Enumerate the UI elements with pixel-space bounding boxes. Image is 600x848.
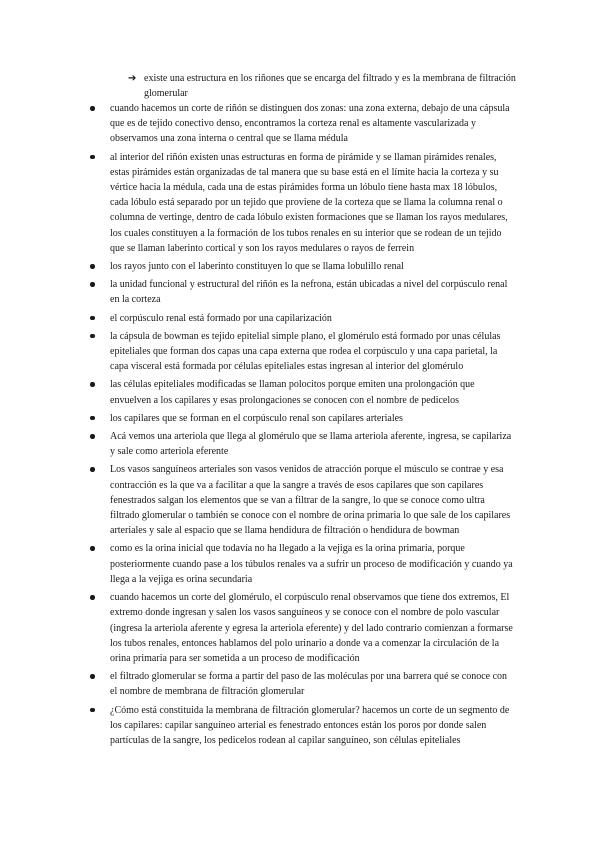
bullet-text: cuando hacemos un corte de riñón se distinguen dos zonas: una zona externa, debajo de una cápsula que es de tejido conectivo denso, encontramos la corteza renal es altamente vascularizada y observamos una zona interna o central que se llama médula [110, 103, 510, 145]
bullet-icon [90, 467, 95, 472]
bullet-text: los capilares que se forman en el corpúsculo renal son capilares arteriales [110, 412, 403, 424]
bullet-icon [90, 106, 95, 111]
sub-list-item [128, 71, 528, 101]
bullet-icon [90, 595, 95, 600]
bullet-list-item [88, 101, 513, 147]
bullet-text: como es la orina inicial que todavía no ha llegado a la vejiga es la orina primaria, porque posteriormente cuando pase a los túbulos renales va a sufrir un proceso de modificación y cuando ya llega a la vejiga es orina secundaria [110, 543, 513, 585]
bullet-icon [90, 674, 95, 679]
bullet-list-item [88, 590, 513, 666]
bullet-text: Los vasos sanguíneos arteriales son vasos venidos de atracción porque el músculo se contrae y esa contracción es la que va a facilitar a que la sangre a través de esos capilares que son capilares fenestrados salgan los elementos que se van a filtrar de la sangre, lo que se conoce como ultra filtrado glomerular o también se conoce con el nombre de orina primaria lo que sale de los capilares arteriales y sale al espacio que se llama hendidura de filtración o hendidura de bowman [110, 464, 511, 537]
bullet-list-item [88, 411, 513, 426]
bullet-list-item [88, 669, 513, 699]
bullet-list-item [88, 277, 513, 307]
bullet-list-item [88, 429, 513, 459]
bullet-text: las células epiteliales modificadas se llaman polocitos porque emiten una prolongación que envuelven a los capilares y esas prolongaciones se conocen con el nombre de pedicelos [110, 379, 475, 406]
bullet-list [88, 101, 513, 751]
bullet-text: los rayos junto con el laberinto constituyen lo que se llama lobulillo renal [110, 261, 404, 273]
bullet-text: el corpúsculo renal está formado por una capilarización [110, 312, 332, 324]
bullet-text: cuando hacemos un corte del glomérulo, el corpúsculo renal observamos que tiene dos extremos, El extremo donde ingresan y salen los vasos sanguíneos y se conoce con el nombre de polo vascular (ingresa la arteriola aferente y egresa la arteriola eferente) y del lado contrario comienzan a formarse los tubos renales, entonces hablamos del polo urinario a donde va a comenzar la circulación de la orina primaria para ser sometida a un proceso de modificación [110, 592, 513, 664]
bullet-list-item [88, 311, 513, 326]
bullet-icon [90, 708, 95, 713]
bullet-icon [90, 546, 95, 551]
bullet-text: al interior del riñón existen unas estructuras en forma de pirámide y se llaman pirámides renales, estas pirámides están organizadas de tal manera que su base está en el límite hacia la corteza y su vértice hacia la médula, cada una de estas pirámides forma un lóbulo tiene hasta max 18 lóbulos, cada lóbulo está separado por un tejido que proviene de la corteza que se llama la columna renal o columna de vertinge, dentro de cada lóbulo existen formaciones que se llaman los rayos medulares, los cuales constituyen a la formación de los tubos renales en su interior que se rodean de un tejido que se llaman laberinto cortical y son los rayos medulares o rayos de ferrein [110, 151, 508, 254]
bullet-icon [90, 416, 95, 421]
bullet-icon [90, 434, 95, 439]
bullet-text: Acá vemos una arteriola que llega al glomérulo que se llama arteriola aferente, ingresa, se capilariza y sale como arteriola eferente [110, 431, 512, 458]
bullet-list-item [88, 541, 513, 587]
arrow-right-icon: ➔ [128, 73, 137, 84]
bullet-list-item [88, 259, 513, 274]
sub-list-item-text: existe una estructura en los riñones que se encarga del filtrado y es la membrana de filtración glomerular [144, 73, 516, 99]
bullet-text: la cápsula de bowman es tejido epitelial simple plano, el glomérulo está formado por unas células epiteliales que forman dos capas una capa externa que rodea el corpúsculo y una capa parietal, la capa visceral está formada por células epiteliales estas ingresan al interior del glomérulo [110, 330, 501, 373]
bullet-list-item [88, 462, 513, 538]
bullet-icon [90, 155, 95, 160]
bullet-text: la unidad funcional y estructural del riñón es la nefrona, están ubicadas a nivel del corpúsculo renal en la corteza [110, 279, 508, 306]
bullet-icon [90, 316, 95, 321]
bullet-icon [90, 282, 95, 287]
bullet-text: el filtrado glomerular se forma a partir del paso de las moléculas por una barrera qué se conoce con el nombre de membrana de filtración glomerular [110, 671, 508, 698]
bullet-icon [90, 264, 95, 269]
bullet-icon [90, 334, 95, 339]
bullet-list-item [88, 377, 513, 407]
bullet-icon [90, 382, 95, 387]
bullet-list-item [88, 150, 513, 256]
bullet-list-item [88, 329, 513, 375]
bullet-text: ¿Cómo está constituida la membrana de filtración glomerular? hacemos un corte de un segmento de los capilares: capilar sanguíneo arterial es fenestrado entonces están los poros por donde salen partículas de la sangre, los pedicelos rodean al capilar sanguíneo, son células epiteliales [110, 704, 510, 746]
bullet-list-item [88, 703, 513, 749]
